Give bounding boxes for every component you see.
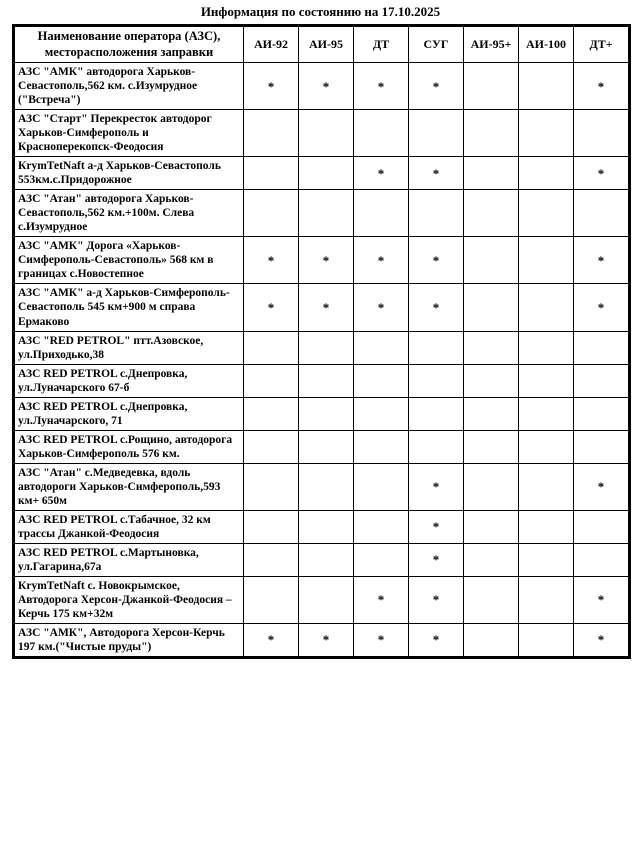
column-header-dtplus: ДТ+ bbox=[574, 27, 629, 63]
availability-cell-ai95: * bbox=[299, 623, 354, 656]
availability-cell-dtplus bbox=[574, 543, 629, 576]
availability-cell-sug: * bbox=[409, 510, 464, 543]
availability-cell-sug: * bbox=[409, 63, 464, 110]
availability-cell-dtplus bbox=[574, 331, 629, 364]
table-row bbox=[15, 284, 629, 331]
fuel-availability-table-container bbox=[12, 24, 631, 659]
availability-cell-ai92 bbox=[244, 364, 299, 397]
availability-cell-ai95plus bbox=[464, 576, 519, 623]
availability-cell-ai95 bbox=[299, 157, 354, 190]
availability-cell-dt bbox=[354, 430, 409, 463]
availability-cell-ai95plus bbox=[464, 110, 519, 157]
availability-cell-dt: * bbox=[354, 237, 409, 284]
column-header-ai92: АИ-92 bbox=[244, 27, 299, 63]
availability-cell-ai92 bbox=[244, 463, 299, 510]
station-name-cell: КrуmТеtNaft с. Новокрымское, Автодорога Херсон-Джанкой-Феодосия –Керчь 175 км+32м bbox=[15, 576, 244, 623]
availability-cell-sug: * bbox=[409, 543, 464, 576]
station-name-cell: АЗС "АМК", Автодорога Херсон-Керчь 197 км.("Чистые пруды") bbox=[15, 623, 244, 656]
availability-cell-sug: * bbox=[409, 157, 464, 190]
availability-cell-ai100 bbox=[519, 364, 574, 397]
availability-cell-dt: * bbox=[354, 576, 409, 623]
availability-cell-dtplus: * bbox=[574, 237, 629, 284]
column-header-dt: ДТ bbox=[354, 27, 409, 63]
availability-cell-ai95plus bbox=[464, 331, 519, 364]
availability-cell-ai92 bbox=[244, 510, 299, 543]
availability-cell-ai95plus bbox=[464, 63, 519, 110]
availability-cell-ai95 bbox=[299, 430, 354, 463]
station-name-cell: КrуmТеtNaft а-д Харьков-Севастополь 553км.с.Придорожное bbox=[15, 157, 244, 190]
table-row bbox=[15, 623, 629, 656]
table-row bbox=[15, 543, 629, 576]
column-header-sug: СУГ bbox=[409, 27, 464, 63]
fuel-availability-table bbox=[14, 26, 629, 657]
table-row bbox=[15, 110, 629, 157]
page-title: Информация по состоянию на 17.10.2025 bbox=[200, 4, 441, 19]
availability-cell-sug bbox=[409, 397, 464, 430]
table-row bbox=[15, 430, 629, 463]
availability-cell-ai100 bbox=[519, 157, 574, 190]
availability-cell-dtplus bbox=[574, 397, 629, 430]
availability-cell-dtplus bbox=[574, 110, 629, 157]
availability-cell-dtplus bbox=[574, 364, 629, 397]
station-name-cell: АЗС "АМК" а-д Харьков-Симферополь-Севастополь 545 км+900 м справа Ермаково bbox=[15, 284, 244, 331]
availability-cell-sug bbox=[409, 110, 464, 157]
availability-cell-dtplus: * bbox=[574, 623, 629, 656]
table-row bbox=[15, 397, 629, 430]
availability-cell-ai95plus bbox=[464, 284, 519, 331]
availability-cell-ai100 bbox=[519, 623, 574, 656]
availability-cell-ai95 bbox=[299, 576, 354, 623]
table-row bbox=[15, 190, 629, 237]
availability-cell-sug: * bbox=[409, 237, 464, 284]
availability-cell-ai95: * bbox=[299, 237, 354, 284]
availability-cell-ai92 bbox=[244, 397, 299, 430]
column-header-ai95plus: АИ-95+ bbox=[464, 27, 519, 63]
availability-cell-sug bbox=[409, 364, 464, 397]
availability-cell-ai95plus bbox=[464, 364, 519, 397]
availability-cell-dt bbox=[354, 331, 409, 364]
availability-cell-dtplus bbox=[574, 510, 629, 543]
availability-cell-dt bbox=[354, 190, 409, 237]
availability-cell-dtplus: * bbox=[574, 284, 629, 331]
column-header-name: Наименование оператора (АЗС), месторасположения заправки bbox=[15, 27, 244, 63]
availability-cell-dt bbox=[354, 543, 409, 576]
station-name-cell: АЗС "RED PETROL" птт.Азовское, ул.Приходько,38 bbox=[15, 331, 244, 364]
availability-cell-sug bbox=[409, 430, 464, 463]
availability-cell-ai95 bbox=[299, 543, 354, 576]
availability-cell-ai92 bbox=[244, 543, 299, 576]
availability-cell-ai100 bbox=[519, 331, 574, 364]
availability-cell-ai100 bbox=[519, 463, 574, 510]
station-name-cell: АЗС "АМК" Дорога «Харьков-Симферополь-Севастополь» 568 км в границах с.Новостепное bbox=[15, 237, 244, 284]
availability-cell-ai100 bbox=[519, 510, 574, 543]
availability-cell-ai95: * bbox=[299, 284, 354, 331]
availability-cell-ai95plus bbox=[464, 430, 519, 463]
availability-cell-ai92: * bbox=[244, 284, 299, 331]
availability-cell-ai100 bbox=[519, 237, 574, 284]
table-row bbox=[15, 331, 629, 364]
availability-cell-ai100 bbox=[519, 397, 574, 430]
table-row bbox=[15, 364, 629, 397]
availability-cell-dt bbox=[354, 364, 409, 397]
availability-cell-ai95 bbox=[299, 190, 354, 237]
availability-cell-ai95plus bbox=[464, 623, 519, 656]
availability-cell-ai92: * bbox=[244, 237, 299, 284]
availability-cell-dtplus: * bbox=[574, 157, 629, 190]
table-row bbox=[15, 237, 629, 284]
availability-cell-ai92 bbox=[244, 331, 299, 364]
availability-cell-ai92: * bbox=[244, 63, 299, 110]
availability-cell-ai100 bbox=[519, 63, 574, 110]
availability-cell-dtplus: * bbox=[574, 576, 629, 623]
availability-cell-ai100 bbox=[519, 430, 574, 463]
availability-cell-ai95plus bbox=[464, 397, 519, 430]
availability-cell-ai95 bbox=[299, 110, 354, 157]
availability-cell-ai95plus bbox=[464, 543, 519, 576]
availability-cell-ai92 bbox=[244, 190, 299, 237]
availability-cell-ai100 bbox=[519, 110, 574, 157]
station-name-cell: АЗС "АМК" автодорога Харьков-Севастополь,562 км. с.Изумрудное ("Встреча") bbox=[15, 63, 244, 110]
availability-cell-ai92 bbox=[244, 576, 299, 623]
availability-cell-sug: * bbox=[409, 576, 464, 623]
availability-cell-dtplus: * bbox=[574, 463, 629, 510]
station-name-cell: АЗС "Старт" Перекресток автодорог Харьков-Симферополь и Красноперекопск-Феодосия bbox=[15, 110, 244, 157]
availability-cell-ai95 bbox=[299, 331, 354, 364]
availability-cell-ai95plus bbox=[464, 157, 519, 190]
availability-cell-ai95 bbox=[299, 397, 354, 430]
station-name-cell: АЗС "Атан" с.Медведевка, вдоль автодороги Харьков-Симферополь,593 км+ 650м bbox=[15, 463, 244, 510]
availability-cell-dtplus bbox=[574, 430, 629, 463]
station-name-cell: АЗС RED PETROL с.Мартыновка, ул.Гагарина,67а bbox=[15, 543, 244, 576]
table-row bbox=[15, 510, 629, 543]
availability-cell-ai95plus bbox=[464, 190, 519, 237]
availability-cell-dt: * bbox=[354, 157, 409, 190]
availability-cell-ai95plus bbox=[464, 463, 519, 510]
availability-cell-sug bbox=[409, 331, 464, 364]
table-header-row bbox=[15, 27, 629, 63]
availability-cell-dtplus: * bbox=[574, 63, 629, 110]
availability-cell-ai100 bbox=[519, 190, 574, 237]
availability-cell-sug: * bbox=[409, 463, 464, 510]
availability-cell-sug: * bbox=[409, 623, 464, 656]
station-name-cell: АЗС "Атан" автодорога Харьков-Севастополь,562 км.+100м. Слева с.Изумрудное bbox=[15, 190, 244, 237]
availability-cell-dt bbox=[354, 463, 409, 510]
table-header bbox=[15, 27, 629, 63]
availability-cell-ai95: * bbox=[299, 63, 354, 110]
availability-cell-ai95plus bbox=[464, 510, 519, 543]
station-name-cell: АЗС RED PETROL с.Днепровка, ул.Луначарского, 71 bbox=[15, 397, 244, 430]
availability-cell-dt: * bbox=[354, 284, 409, 331]
availability-cell-ai100 bbox=[519, 284, 574, 331]
table-row bbox=[15, 463, 629, 510]
availability-cell-sug bbox=[409, 190, 464, 237]
availability-cell-ai92 bbox=[244, 430, 299, 463]
availability-cell-ai95plus bbox=[464, 237, 519, 284]
table-row bbox=[15, 576, 629, 623]
availability-cell-sug: * bbox=[409, 284, 464, 331]
station-name-cell: АЗС RED PETROL с.Рощино, автодорога Харьков-Симферополь 576 км. bbox=[15, 430, 244, 463]
table-body bbox=[15, 63, 629, 657]
column-header-ai100: АИ-100 bbox=[519, 27, 574, 63]
table-row bbox=[15, 157, 629, 190]
availability-cell-ai100 bbox=[519, 543, 574, 576]
availability-cell-dt: * bbox=[354, 623, 409, 656]
availability-cell-ai95 bbox=[299, 510, 354, 543]
availability-cell-dt bbox=[354, 397, 409, 430]
station-name-cell: АЗС RED PETROL с.Табачное, 32 км трассы Джанкой-Феодосия bbox=[15, 510, 244, 543]
availability-cell-dt bbox=[354, 110, 409, 157]
station-name-cell: АЗС RED PETROL с.Днепровка, ул.Луначарского 67-б bbox=[15, 364, 244, 397]
column-header-ai95: АИ-95 bbox=[299, 27, 354, 63]
availability-cell-ai95 bbox=[299, 364, 354, 397]
availability-cell-dtplus bbox=[574, 190, 629, 237]
table-row bbox=[15, 63, 629, 110]
availability-cell-dt bbox=[354, 510, 409, 543]
availability-cell-ai95 bbox=[299, 463, 354, 510]
availability-cell-ai92 bbox=[244, 157, 299, 190]
availability-cell-ai100 bbox=[519, 576, 574, 623]
availability-cell-ai92 bbox=[244, 110, 299, 157]
availability-cell-dt: * bbox=[354, 63, 409, 110]
availability-cell-ai92: * bbox=[244, 623, 299, 656]
